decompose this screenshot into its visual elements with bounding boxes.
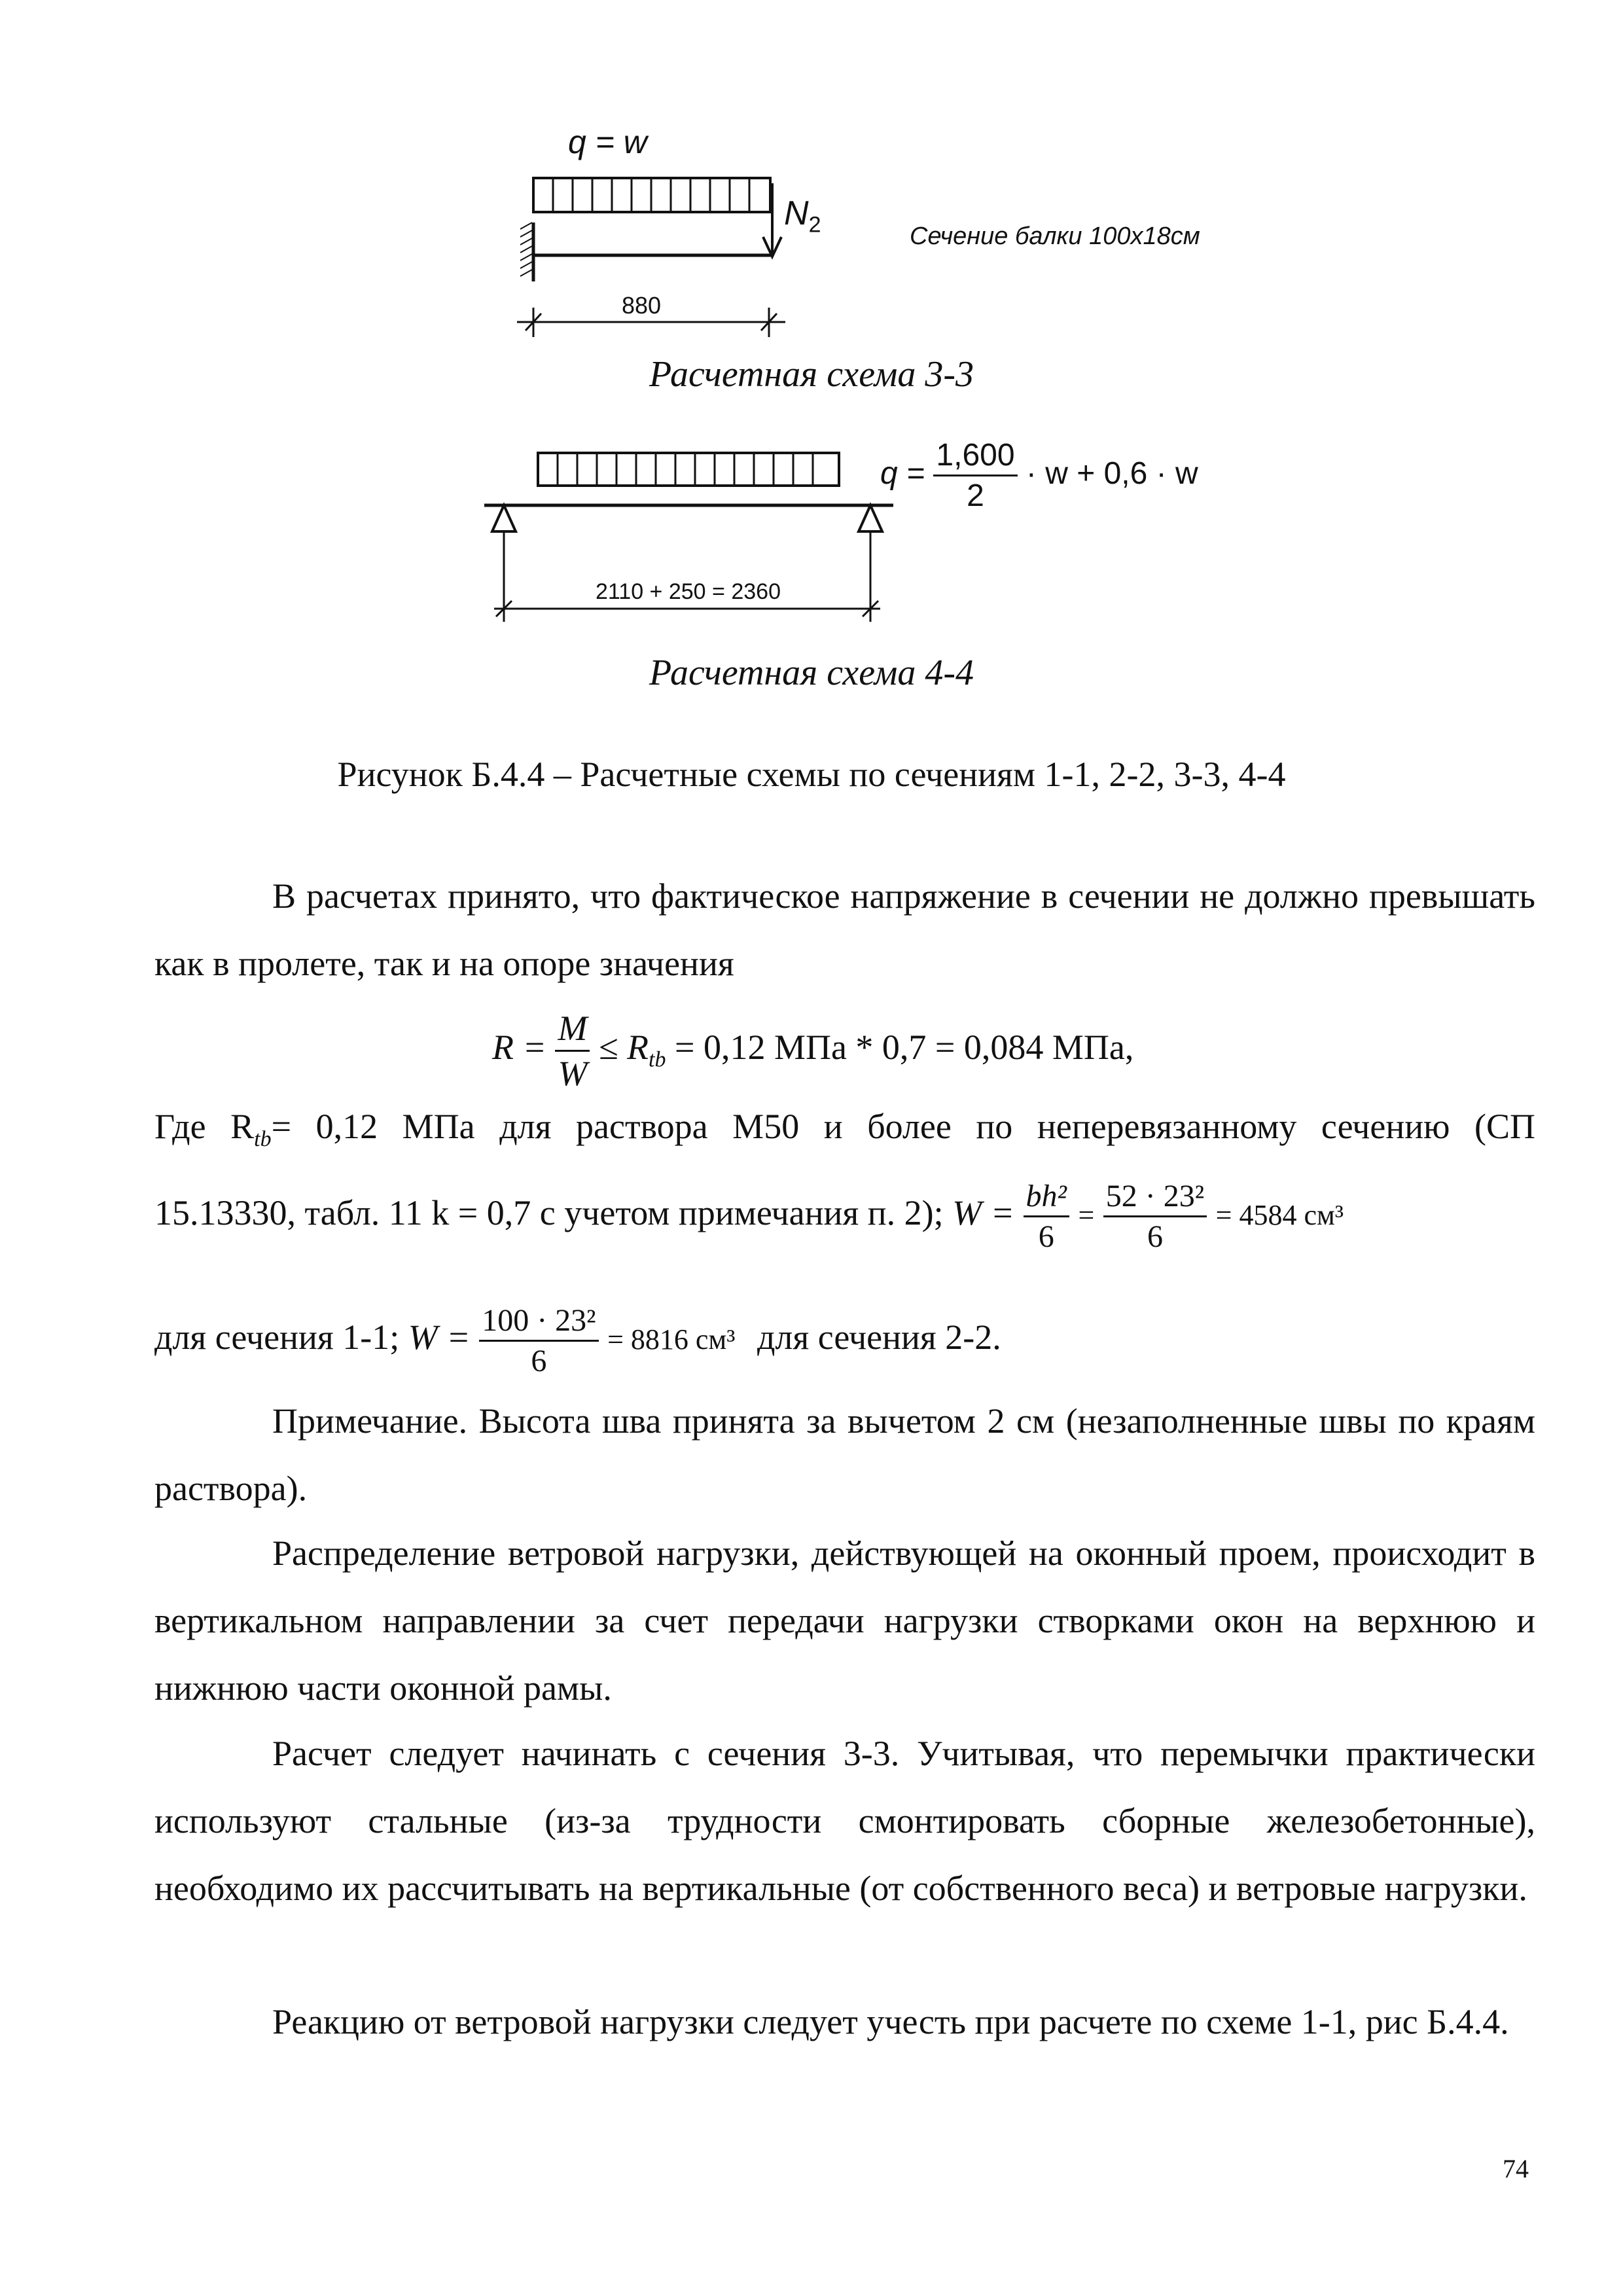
line-section-w [154,1302,1001,1379]
section-fraction-den: 6 [531,1344,547,1378]
sp-fraction-1-num: bh² [1024,1178,1069,1217]
load-formula-4-4 [880,437,1198,514]
load-fraction-numerator: 1,600 [933,437,1017,476]
sp-fraction-bh2 [1024,1178,1069,1255]
load-fraction [933,437,1017,514]
where-text-2: = 0,12 МПа для раствора М50 и более по неперевязанному сечению (СП [271,1107,1535,1146]
caption-scheme-3-3: Расчетная схема 3-3 [649,354,974,395]
load-q-label: q = [880,456,925,492]
formula-lhs: R = [492,1027,546,1067]
formula-rhs: = 0,12 МПа * 0,7 = 0,084 МПа, [675,1027,1134,1067]
scheme-4-4-diagram [0,419,1623,628]
paragraph-note: Примечание. Высота шва принята за вычетом 2 см (незаполненные швы по краям раствора). [154,1401,1535,1508]
line-where-rtb [154,1106,1535,1152]
sp-fraction-1-den: 6 [1038,1219,1054,1254]
section-text-2: для сечения 2-2. [757,1317,1001,1357]
formula-m-over-w [555,1008,590,1094]
paragraph-wind: Распределение ветровой нагрузки, действующей на оконный проем, происходит в вертикальном направлении за счет передачи нагрузки створками окон на верхнюю и нижнюю части оконной рамы. [154,1534,1535,1708]
section-fraction-num: 100 · 23² [479,1302,598,1342]
formula-numerator: M [555,1008,590,1052]
force-label-subscript: 2 [808,212,821,238]
where-text-1: Где R [154,1107,255,1146]
formula-rel: ≤ R [598,1027,649,1067]
section-text-1: для сечения 1-1; [154,1317,400,1357]
span-label-2360: 2110 + 250 = 2360 [596,579,781,604]
sp-text: 15.13330, табл. 11 k = 0,7 с учетом примечания п. 2); [154,1193,944,1232]
sp-result: = 4584 см³ [1215,1198,1344,1231]
right-pin-support [859,505,882,531]
sp-fraction-2-den: 6 [1147,1219,1163,1254]
paragraph-calc: Расчет следует начинать с сечения 3-3. Учитывая, что перемычки практически используют стальные (из-за трудности смонтировать сборные железобетонные), необходимо их рассчитывать на вертикальные (от собственного веса) и ветровые нагрузки. [154,1734,1535,1908]
sp-equals: = [1078,1198,1095,1231]
page-number: 74 [1503,2154,1529,2183]
formula-subscript: tb [649,1047,666,1072]
paragraph-reaction: Реакцию от ветровой нагрузки следует учесть при расчете по схеме 1-1, рис Б.4.4. [272,2002,1509,2041]
where-subscript: tb [254,1126,272,1151]
caption-scheme-4-4: Расчетная схема 4-4 [649,653,974,693]
section-note: Сечение балки 100x18см [910,223,1200,250]
load-tail: · w + 0,6 · w [1026,456,1198,492]
load-fraction-denominator: 2 [967,478,984,513]
formula-stress-limit [492,1008,1133,1094]
force-label-n2 [784,194,821,238]
section-w-eq: W = [408,1317,471,1357]
section-fraction [479,1302,598,1379]
section-result: = 8816 см³ [607,1323,736,1355]
force-label-text: N [784,194,809,232]
formula-denominator: W [558,1054,588,1093]
sp-fraction-2-num: 52 · 23² [1103,1178,1207,1217]
line-sp-and-w [154,1178,1344,1255]
load-label-q-w: q = w [568,124,647,160]
figure-caption: Рисунок Б.4.4 – Расчетные схемы по сечениям 1-1, 2-2, 3-3, 4-4 [337,755,1286,794]
left-pin-support [492,505,516,531]
sp-fraction-52 [1103,1178,1207,1255]
paragraph-stress-intro: В расчетах принято, что фактическое напряжение в сечении не должно превышать как в пролете, так и на опоре значения [154,876,1535,983]
sp-w-eq: W = [952,1193,1015,1232]
span-label-880: 880 [622,292,662,319]
